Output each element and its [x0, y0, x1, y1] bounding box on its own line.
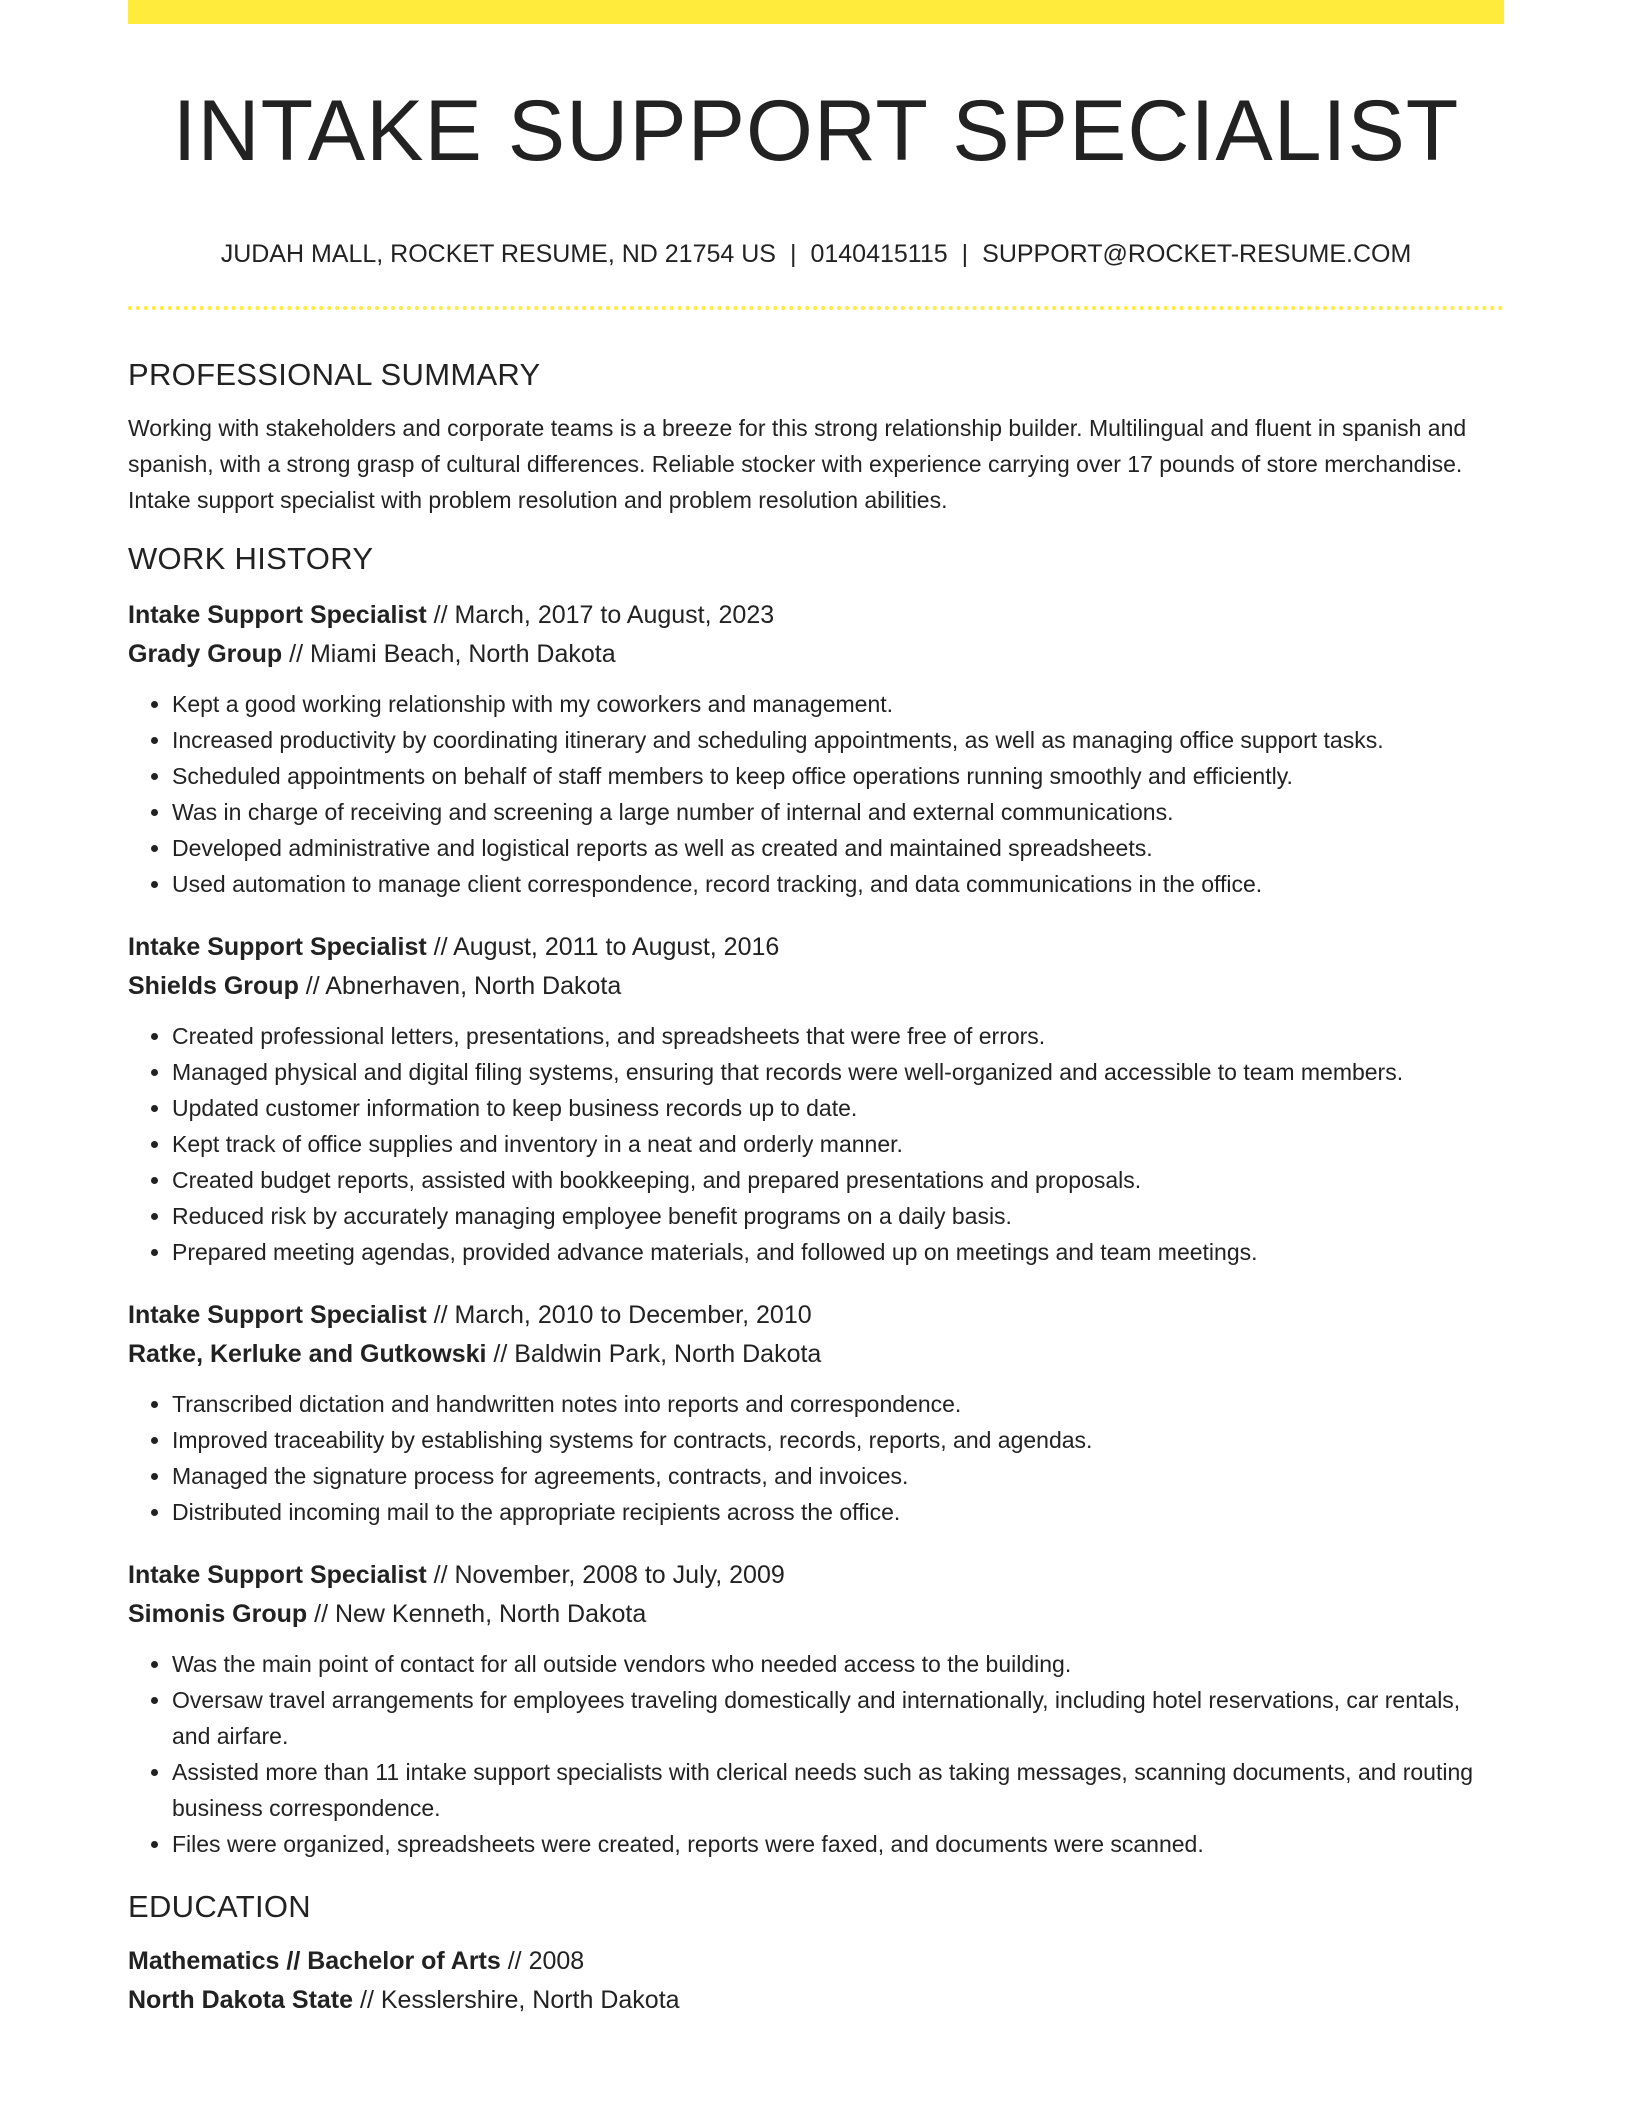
- education-school-line: [128, 1981, 1504, 2020]
- job-bullet: • Used automation to manage client correspondence, record tracking, and data communications in the office.: [172, 866, 1504, 902]
- job-location: // Abnerhaven, North Dakota: [298, 972, 622, 1000]
- job-role: Intake Support Specialist: [128, 933, 427, 961]
- job-bullet: • Assisted more than 11 intake support specialists with clerical needs such as taking messages, scanning documents, and routing business correspondence.: [172, 1754, 1504, 1826]
- job-entry: [128, 928, 1504, 1270]
- resume-title: INTAKE SUPPORT SPECIALIST: [172, 83, 1460, 179]
- job-company-line: [128, 1595, 1504, 1634]
- summary-text: Working with stakeholders and corporate teams is a breeze for this strong relationship builder. Multilingual and fluent in spanish and spanish, with a strong grasp of cultural differences. Reliable stocker with experience carrying over 17 pounds of store merchandise. Intake support specialist with problem resolution and problem resolution abilities.: [128, 415, 1467, 513]
- job-bullets: [128, 686, 1504, 902]
- education-degree-line: [128, 1942, 1504, 1981]
- job-dates: // March, 2010 to December, 2010: [426, 1301, 812, 1329]
- job-bullet: • Transcribed dictation and handwritten notes into reports and correspondence.: [172, 1386, 1504, 1422]
- job-bullet: • Kept a good working relationship with my coworkers and management.: [172, 686, 1504, 722]
- job-bullet: • Kept track of office supplies and inventory in a neat and orderly manner.: [172, 1126, 1504, 1162]
- dotted-divider: [128, 306, 1504, 310]
- job-bullet: • Prepared meeting agendas, provided advance materials, and followed up on meetings and team meetings.: [172, 1234, 1504, 1270]
- job-company: Simonis Group: [128, 1600, 308, 1628]
- contact-line: [128, 236, 1504, 272]
- education-school: North Dakota State: [128, 1986, 354, 2014]
- job-location: // Baldwin Park, North Dakota: [486, 1340, 822, 1368]
- job-role: Intake Support Specialist: [128, 1561, 427, 1589]
- job-bullet: • Created professional letters, presentations, and spreadsheets that were free of errors.: [172, 1018, 1504, 1054]
- job-bullet: • Updated customer information to keep business records up to date.: [172, 1090, 1504, 1126]
- job-role-line: [128, 928, 1504, 967]
- job-bullet: • Scheduled appointments on behalf of staff members to keep office operations running smoothly and efficiently.: [172, 758, 1504, 794]
- contact-email: SUPPORT@ROCKET-RESUME.COM: [982, 240, 1412, 268]
- job-company: Shields Group: [128, 972, 299, 1000]
- job-company: Grady Group: [128, 640, 283, 668]
- job-bullet: • Reduced risk by accurately managing employee benefit programs on a daily basis.: [172, 1198, 1504, 1234]
- education-entry: [128, 1942, 1504, 2020]
- job-bullets: [128, 1386, 1504, 1530]
- contact-separator: |: [961, 240, 969, 268]
- job-company-line: [128, 635, 1504, 674]
- job-role-line: [128, 1296, 1504, 1335]
- education-year: // 2008: [500, 1947, 585, 1975]
- job-bullets: [128, 1018, 1504, 1270]
- job-dates: // August, 2011 to August, 2016: [426, 933, 780, 961]
- job-bullet: • Managed the signature process for agreements, contracts, and invoices.: [172, 1458, 1504, 1494]
- job-company-line: [128, 1335, 1504, 1374]
- job-location: // Miami Beach, North Dakota: [282, 640, 616, 668]
- education-location: // Kesslershire, North Dakota: [353, 1986, 680, 2014]
- job-entry: [128, 1296, 1504, 1530]
- education-heading: EDUCATION: [128, 1889, 311, 1924]
- job-dates: // November, 2008 to July, 2009: [426, 1561, 785, 1589]
- resume-body: [128, 350, 1504, 2020]
- job-company-line: [128, 967, 1504, 1006]
- job-dates: // March, 2017 to August, 2023: [426, 601, 775, 629]
- summary-heading: PROFESSIONAL SUMMARY: [128, 357, 541, 392]
- job-company: Ratke, Kerluke and Gutkowski: [128, 1340, 487, 1368]
- job-bullet: • Developed administrative and logistical reports as well as created and maintained spreadsheets.: [172, 830, 1504, 866]
- job-role: Intake Support Specialist: [128, 1301, 427, 1329]
- job-entry: [128, 1556, 1504, 1862]
- job-role-line: [128, 1556, 1504, 1595]
- job-bullet: • Managed physical and digital filing systems, ensuring that records were well-organized and accessible to team members.: [172, 1054, 1504, 1090]
- job-location: // New Kenneth, North Dakota: [307, 1600, 647, 1628]
- job-bullet: • Was the main point of contact for all outside vendors who needed access to the building.: [172, 1646, 1504, 1682]
- work-history-heading: WORK HISTORY: [128, 541, 374, 576]
- job-bullet: • Distributed incoming mail to the appropriate recipients across the office.: [172, 1494, 1504, 1530]
- contact-address: JUDAH MALL, ROCKET RESUME, ND 21754 US: [220, 240, 776, 268]
- job-bullet: • Oversaw travel arrangements for employees traveling domestically and internationally, including hotel reservations, car rentals, and airfare.: [172, 1682, 1504, 1754]
- education-degree: Mathematics // Bachelor of Arts: [128, 1947, 501, 1975]
- job-bullet: • Created budget reports, assisted with bookkeeping, and prepared presentations and proposals.: [172, 1162, 1504, 1198]
- job-entry: [128, 596, 1504, 902]
- accent-bar: [128, 0, 1504, 24]
- job-bullet: • Improved traceability by establishing systems for contracts, records, reports, and agendas.: [172, 1422, 1504, 1458]
- job-bullet: • Was in charge of receiving and screening a large number of internal and external communications.: [172, 794, 1504, 830]
- job-bullet: • Files were organized, spreadsheets were created, reports were faxed, and documents were scanned.: [172, 1826, 1504, 1862]
- contact-separator: |: [789, 240, 797, 268]
- job-bullet: • Increased productivity by coordinating itinerary and scheduling appointments, as well as managing office support tasks.: [172, 722, 1504, 758]
- job-bullets: [128, 1646, 1504, 1862]
- job-role-line: [128, 596, 1504, 635]
- contact-phone: 0140415115: [810, 240, 948, 268]
- job-role: Intake Support Specialist: [128, 601, 427, 629]
